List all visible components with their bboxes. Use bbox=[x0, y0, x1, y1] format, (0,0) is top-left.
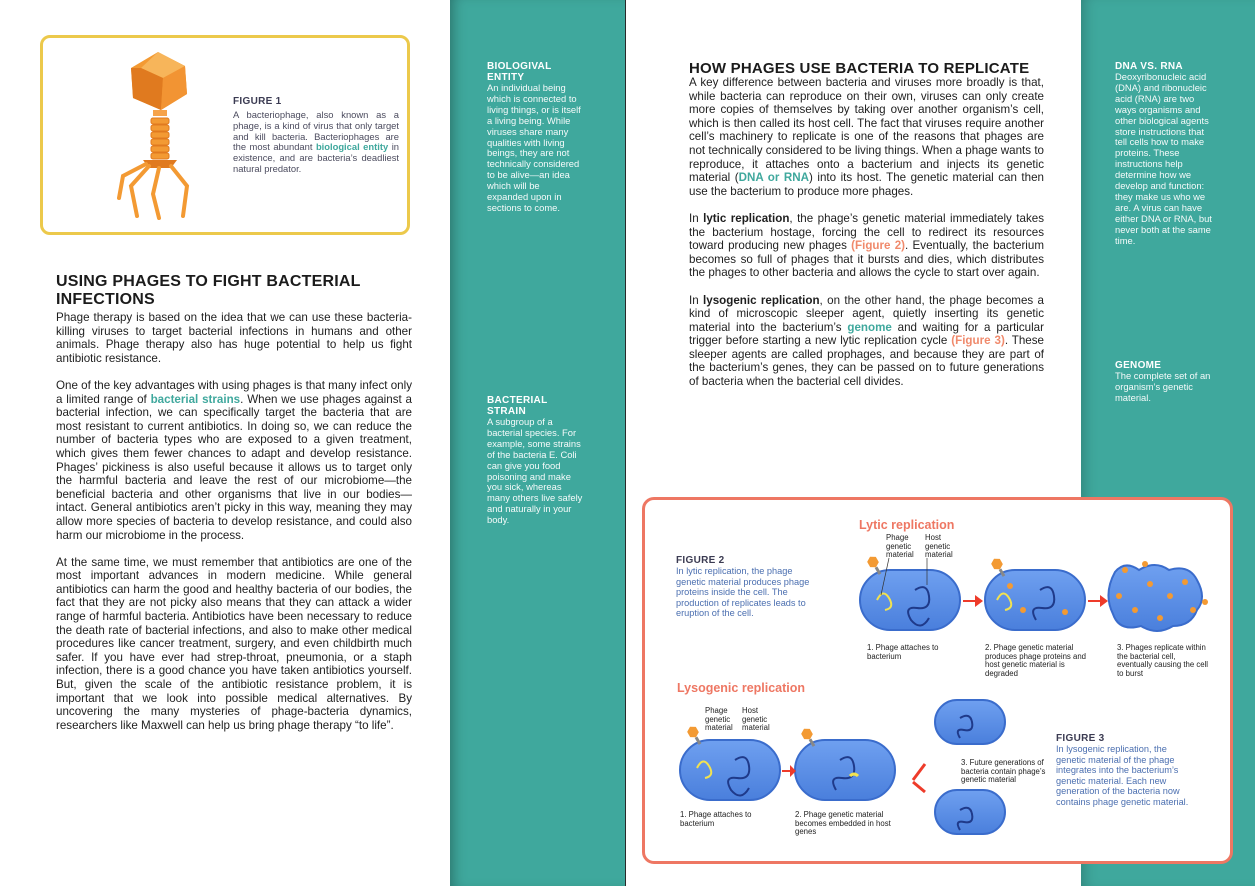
lytic-step-3: 3. Phages replicate within the bacterial cell, eventually causing the cell to burst bbox=[1117, 643, 1209, 678]
left-article-paragraph-1: Phage therapy is based on the idea that we can use these bacteria-killing viruses to target bacterial infections in humans and other animals. Phage therapy also has huge potential to help us fight antibiotic resistance. bbox=[56, 311, 412, 365]
right-article-paragraph-3 bbox=[689, 294, 1044, 389]
left-article-paragraph-3: At the same time, we must remember that antibiotics are one of the most important advances in modern medicine. While general antibiotics can harm the good and healthy bacteria of our bodies, the fact that they are not picky also means that they can attack a wider range of harmful bacteria. Antibiotics have been necessary to reduce the death rate of bacterial infections, and also to make other medical procedures like cancer treatment, surgery, and even childbirth much safer. If you have ever had strep-throat, pneumonia, or a staph infection, there is a good chance you have taken antibiotics yourself. But, given the scale of the antibiotic resistance problem, it is important that we look into possible medical alternatives. By uncovering the many mysteries of phage-bacteria dynamics, researchers like Maxwell can help us bring phage therapy “to life”. bbox=[56, 555, 412, 732]
glossary-dna-vs-rna bbox=[1115, 61, 1213, 247]
lysogenic-daughter-bottom bbox=[935, 790, 1005, 834]
figure2-label: FIGURE 2 bbox=[676, 555, 725, 566]
lytic-phage-label: Phage genetic material bbox=[886, 533, 914, 560]
lysogenic-arrow bbox=[782, 765, 796, 777]
bacteriophage-illustration bbox=[113, 48, 203, 223]
lytic-host-label: Host genetic material bbox=[925, 533, 953, 560]
dna-or-rna-term[interactable]: DNA or RNA bbox=[738, 171, 810, 185]
lysogenic-daughter-top bbox=[935, 700, 1005, 744]
lytic-replication-term: lytic replication bbox=[703, 211, 790, 225]
figure2-reference[interactable]: (Figure 2) bbox=[851, 239, 906, 253]
lysogenic-step-3: 3. Future generations of bacteria contain phage’s genetic material bbox=[961, 758, 1046, 785]
figure3-reference[interactable]: (Figure 3) bbox=[951, 334, 1005, 348]
right-article-heading: HOW PHAGES USE BACTERIA TO REPLICATE bbox=[689, 60, 1030, 77]
lysogenic-title: Lysogenic replication bbox=[677, 681, 806, 695]
figure3-caption: In lysogenic replication, the genetic material of the phage integrates into the bacterium’s genetic material. Each new generation of the bacteria now contains phage genetic material. bbox=[1056, 744, 1189, 807]
lytic-cell-3 bbox=[1108, 561, 1208, 631]
biological-entity-term[interactable]: biological entity bbox=[315, 141, 389, 153]
lytic-cell-1 bbox=[860, 554, 960, 630]
glossary-biological-entity bbox=[487, 61, 583, 214]
lysogenic-replication-term: lysogenic replication bbox=[703, 293, 820, 307]
figure2-caption: In lytic replication, the phage genetic material produces phage proteins inside the cell. The production of replicates leads to eruption of the cell. bbox=[676, 566, 810, 619]
glossary-term: DNA VS. RNA bbox=[1115, 61, 1183, 72]
paragraph-text: . These sleeper agents are called prophages, and because they are part of the bacterium’s genes, they can be passed on to future generations of bacteria when the bacterial cell divides. bbox=[689, 334, 1044, 389]
right-article bbox=[689, 61, 1044, 402]
left-article bbox=[56, 273, 412, 746]
paragraph-text: . Eventually, the bacterium becomes so full of phages that it bursts and dies, which distributes the phages to other bacteria and allows the cycle to start over again. bbox=[689, 239, 1044, 280]
paragraph-text: In bbox=[689, 293, 704, 307]
lysogenic-phage-label: Phage genetic material bbox=[705, 706, 733, 733]
figure1-caption bbox=[233, 110, 399, 175]
glossary-definition: Deoxyribonucleic acid (DNA) and ribonucleic acid (RNA) are two ways organisms and other biological agents store instructions that tell cells how to make proteins. These instructions help determine how we develop and function: they make us who we are. A virus can have either DNA or RNA, but never both at the same time. bbox=[1115, 71, 1212, 246]
replication-diagram bbox=[642, 497, 1233, 864]
paragraph-text: A key difference between bacteria and viruses more broadly is that, while bacteria can reproduce on their own, viruses can only create more copies of themselves by taking over another organism’s cell, which is then called its host cell. The fact that viruses require another cell’s machinery to replicate is one of the reasons that phages are not technically considered to be living things. When a phage wants to reproduce, it attaches onto a bacterium and injects its genetic material ( bbox=[689, 76, 1044, 185]
lysogenic-cell-1 bbox=[680, 724, 780, 800]
lysogenic-step-1: 1. Phage attaches to bacterium bbox=[680, 810, 752, 828]
paragraph-text: and waiting for a particular trigger before starting a new lytic replication cycle bbox=[689, 320, 1044, 348]
figure1-label: FIGURE 1 bbox=[233, 96, 282, 107]
lytic-step-1: 1. Phage attaches to bacterium bbox=[867, 643, 939, 661]
lysogenic-step-2: 2. Phage genetic material becomes embedded in host genes bbox=[795, 810, 891, 837]
figure1-frame bbox=[40, 35, 410, 235]
genome-term[interactable]: genome bbox=[847, 320, 892, 334]
glossary-term: GENOME bbox=[1115, 360, 1162, 371]
paragraph-text: , the phage’s genetic material immediately takes the bacterium hostage, forcing the cell to redirect its resources toward producing new phages bbox=[689, 211, 1045, 253]
left-article-paragraph-2 bbox=[56, 379, 412, 542]
paragraph-text: One of the key advantages with using phages is that many infect only a limited range of bbox=[56, 378, 412, 406]
glossary-definition: A subgroup of a bacterial species. For example, some strains of the bacteria E. Coli can give you food poisoning and make you sick, whereas many others live safely and naturally in your body. bbox=[487, 416, 583, 526]
lysogenic-cell-2 bbox=[795, 726, 895, 800]
figure1-caption-text: A bacteriophage, also known as a phage, is a kind of virus that only target and kill bacteria. Bacteriophages are the most abundant bbox=[233, 109, 399, 153]
page-divider bbox=[625, 0, 626, 886]
right-article-paragraph-1 bbox=[689, 76, 1044, 198]
lytic-cell-2 bbox=[985, 556, 1085, 630]
paragraph-text: , on the other hand, the phage becomes a kind of microscopic sleeper agent, quietly inserting its genetic material into the bacterium’s bbox=[689, 293, 1045, 334]
glossary-genome bbox=[1115, 360, 1213, 404]
glossary-term: BIOLOGIVAL ENTITY bbox=[487, 61, 552, 83]
left-article-heading: USING PHAGES TO FIGHT BACTERIAL INFECTIONS bbox=[56, 273, 361, 308]
glossary-definition: The complete set of an organism’s genetic material. bbox=[1115, 370, 1211, 403]
bacterial-strains-term[interactable]: bacterial strains bbox=[150, 392, 241, 406]
lysogenic-host-label: Host genetic material bbox=[742, 706, 770, 733]
paragraph-text: . When we use phages against a bacterial infection, we can specifically target the bacteria that are most resistant to current antibiotics. In doing so, we can reduce the number of bacteria types who are exposed to a given treatment, which gives them fewer chances to adapt and develop resistance. Phages’ pickiness is also useful because it allows us to target only the harmful bacteria and leave the rest of our microbiome—the beneficial bacteria and other organisms that live in our bodies—intact. General antibiotics aren’t picky in this way, meaning they may allow more species of bacteria to develop resistance, and could also harm our microbiome in the process. bbox=[56, 392, 413, 542]
glossary-term: BACTERIAL STRAIN bbox=[487, 395, 548, 417]
lytic-step-2: 2. Phage genetic material produces phage proteins and host genetic material is degraded bbox=[985, 643, 1087, 678]
glossary-bacterial-strain bbox=[487, 395, 583, 526]
division-arrows bbox=[913, 764, 925, 792]
right-article-paragraph-2 bbox=[689, 212, 1044, 280]
paragraph-text: ) into its host. The genetic material can then use the bacterium to produce more phages. bbox=[689, 171, 1045, 198]
lytic-title: Lytic replication bbox=[859, 518, 955, 532]
figure1-caption-end: in existence, and are bacteria’s deadliest natural predator. bbox=[233, 141, 399, 174]
paragraph-text: In bbox=[689, 211, 704, 225]
glossary-definition: An individual being which is connected to living things, or is itself a living being. While viruses share many qualities with living beings, they are not technically considered to be alive—an idea which will be expanded upon in sections to come. bbox=[487, 82, 581, 213]
figure3-label: FIGURE 3 bbox=[1056, 733, 1105, 744]
